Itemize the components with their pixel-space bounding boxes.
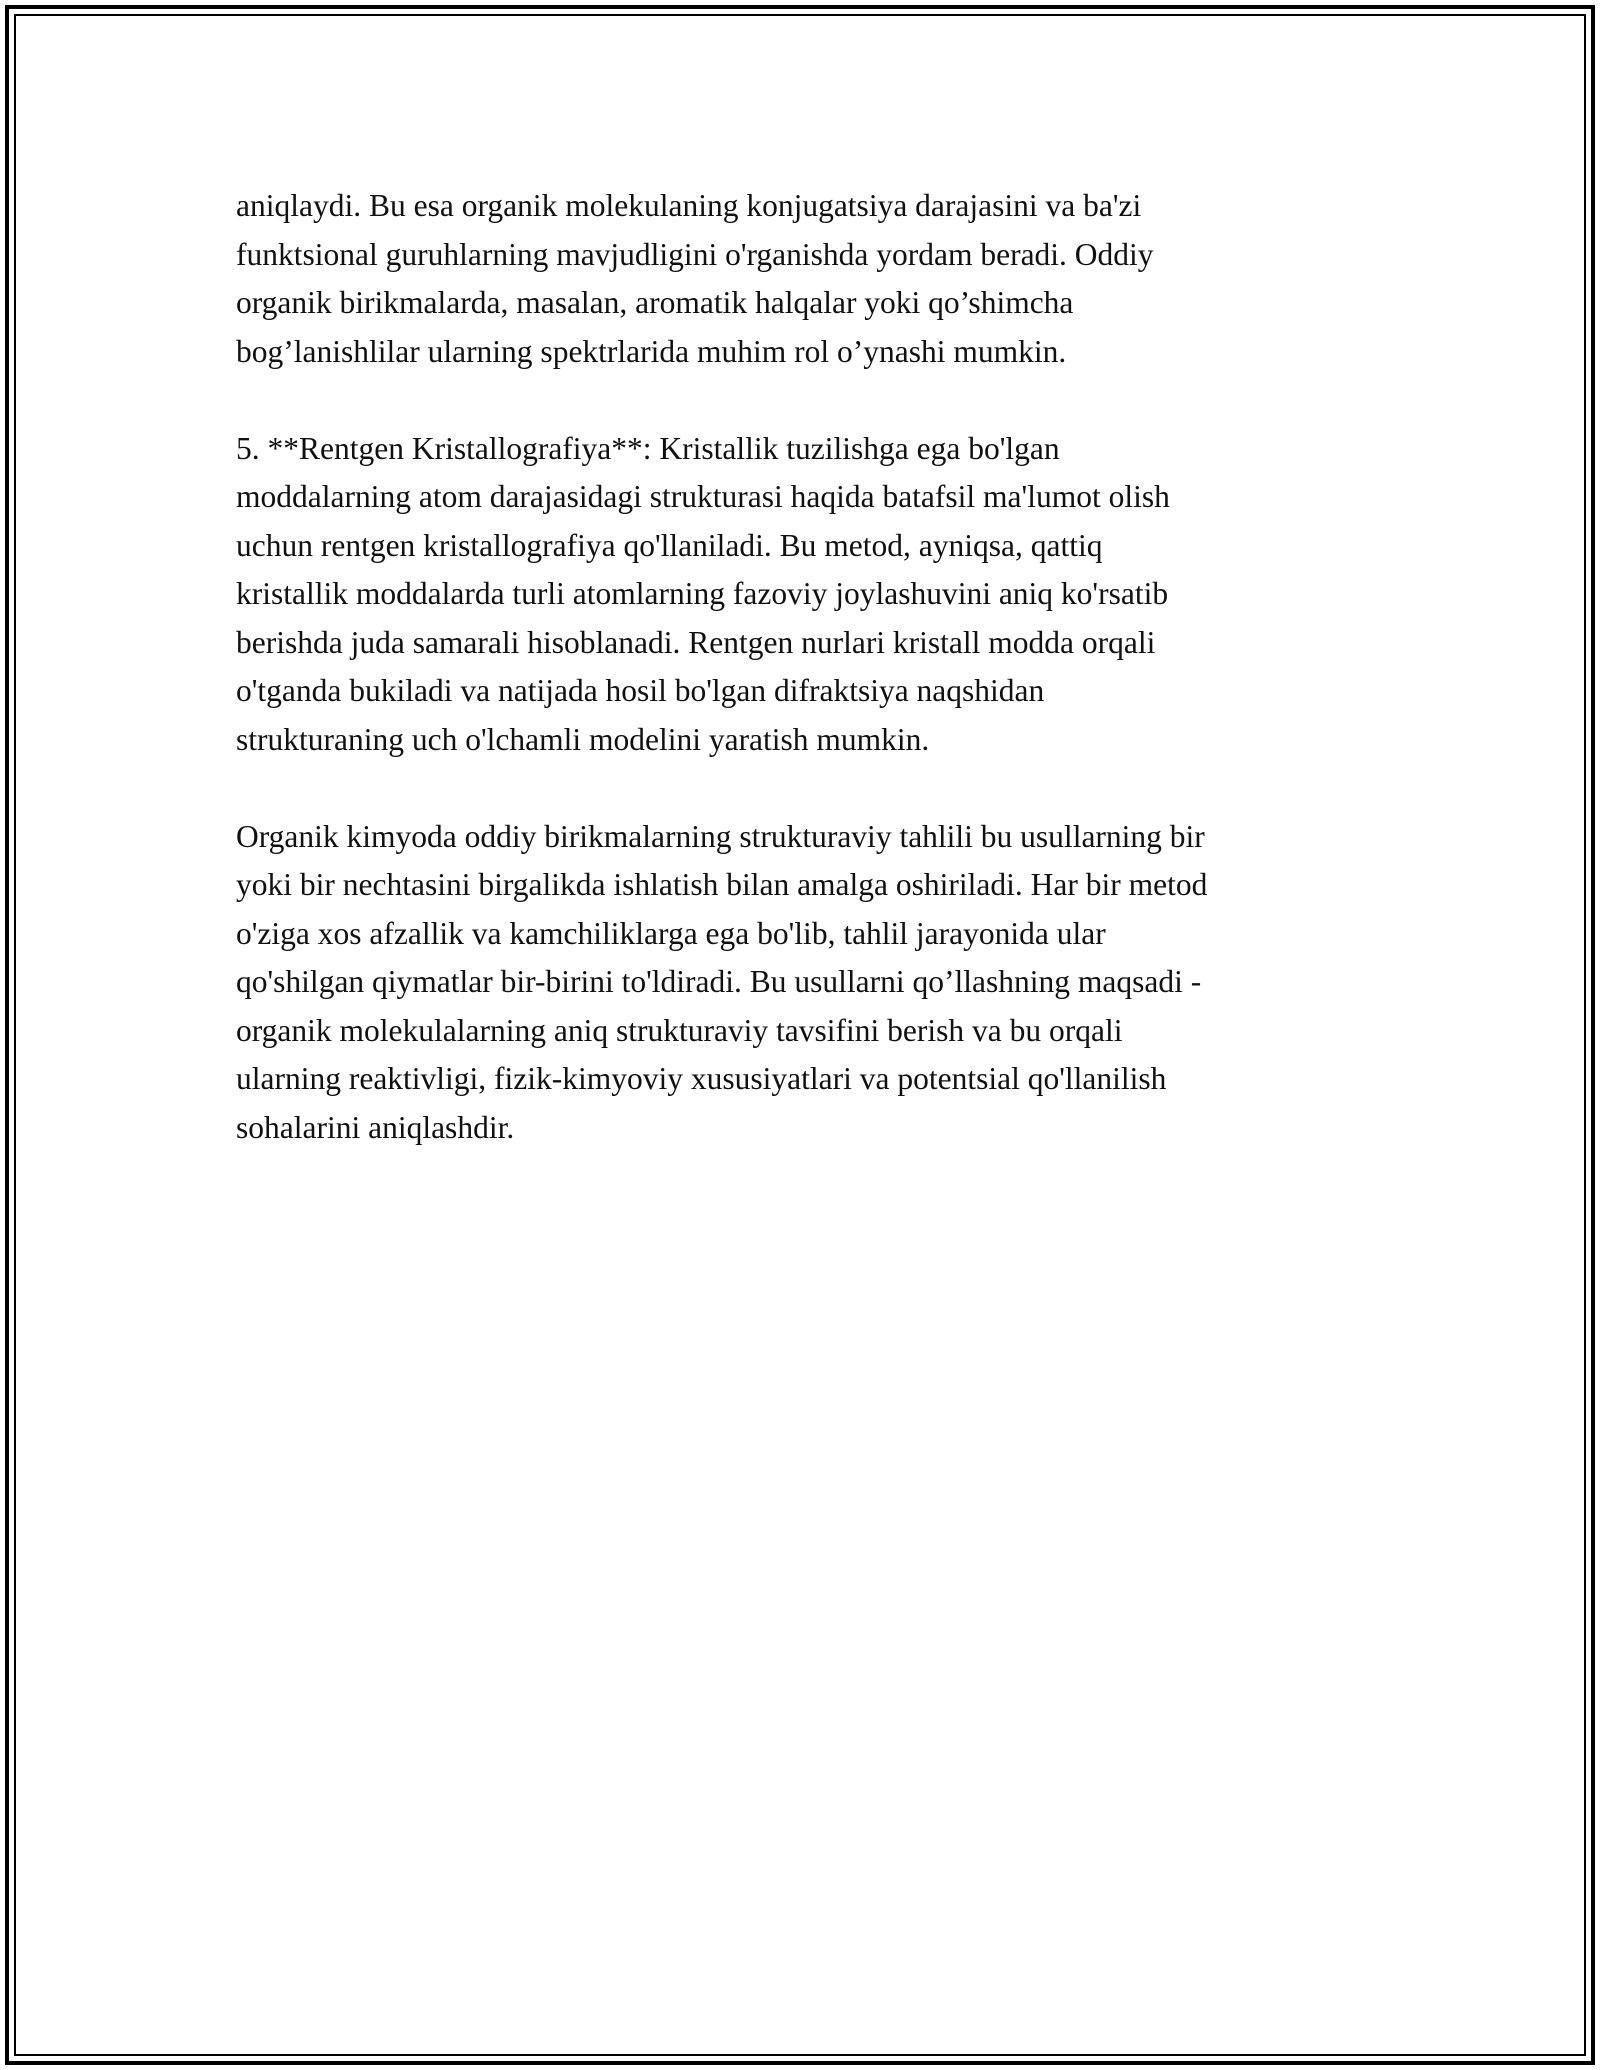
text-line: qo'shilgan qiymatlar bir-birini to'ldiradi. Bu usullarni qo’llashning maqsadi -	[236, 964, 1202, 999]
text-line: ularning reaktivligi, fizik-kimyoviy xususiyatlari va potentsial qo'llanilish	[236, 1061, 1167, 1096]
paragraph-conclusion	[236, 813, 1376, 1153]
text-line: 5. **Rentgen Kristallografiya**: Kristallik tuzilishga ega bo'lgan	[236, 430, 1060, 466]
text-line: kristallik moddalarda turli atomlarning fazoviy joylashuvini aniq ko'rsatib	[236, 576, 1169, 611]
text-line: berishda juda samarali hisoblanadi. Rentgen nurlari kristall modda orqali	[236, 624, 1156, 660]
text-line: o'tganda bukiladi va natijada hosil bo'lgan difraktsiya naqshidan	[236, 673, 1045, 708]
text-line: uchun rentgen kristallografiya qo'llaniladi. Bu metod, ayniqsa, qattiq	[236, 527, 1103, 563]
text-line: organik molekulalarning aniq strukturaviy tavsifini berish va bu orqali	[236, 1012, 1123, 1048]
paragraph-xray-crystallography	[236, 425, 1376, 765]
text-line: moddalarning atom darajasidagi strukturasi haqida batafsil ma'lumot olish	[236, 479, 1170, 514]
text-line: yoki bir nechtasini birgalikda ishlatish bilan amalga oshiriladi. Har bir metod	[236, 867, 1208, 902]
text-line: bog’lanishlilar ularning spektrlarida muhim rol o’ynashi mumkin.	[236, 333, 1067, 369]
document-body	[236, 182, 1376, 1201]
text-line: o'ziga xos afzallik va kamchiliklarga ega bo'lib, tahlil jarayonida ular	[236, 915, 1106, 951]
text-line: aniqlaydi. Bu esa organik molekulaning konjugatsiya darajasini va ba'zi	[236, 188, 1142, 223]
text-line: organik birikmalarda, masalan, aromatik halqalar yoki qo’shimcha	[236, 285, 1074, 320]
text-line: Organik kimyoda oddiy birikmalarning strukturaviy tahlili bu usullarning bir	[236, 818, 1205, 854]
text-line: sohalarini aniqlashdir.	[236, 1109, 515, 1145]
text-line: strukturaning uch o'lchamli modelini yaratish mumkin.	[236, 721, 930, 757]
text-line: funktsional guruhlarning mavjudligini o'rganishda yordam beradi. Oddiy	[236, 236, 1154, 272]
paragraph-uv-spectroscopy-continued	[236, 182, 1376, 376]
